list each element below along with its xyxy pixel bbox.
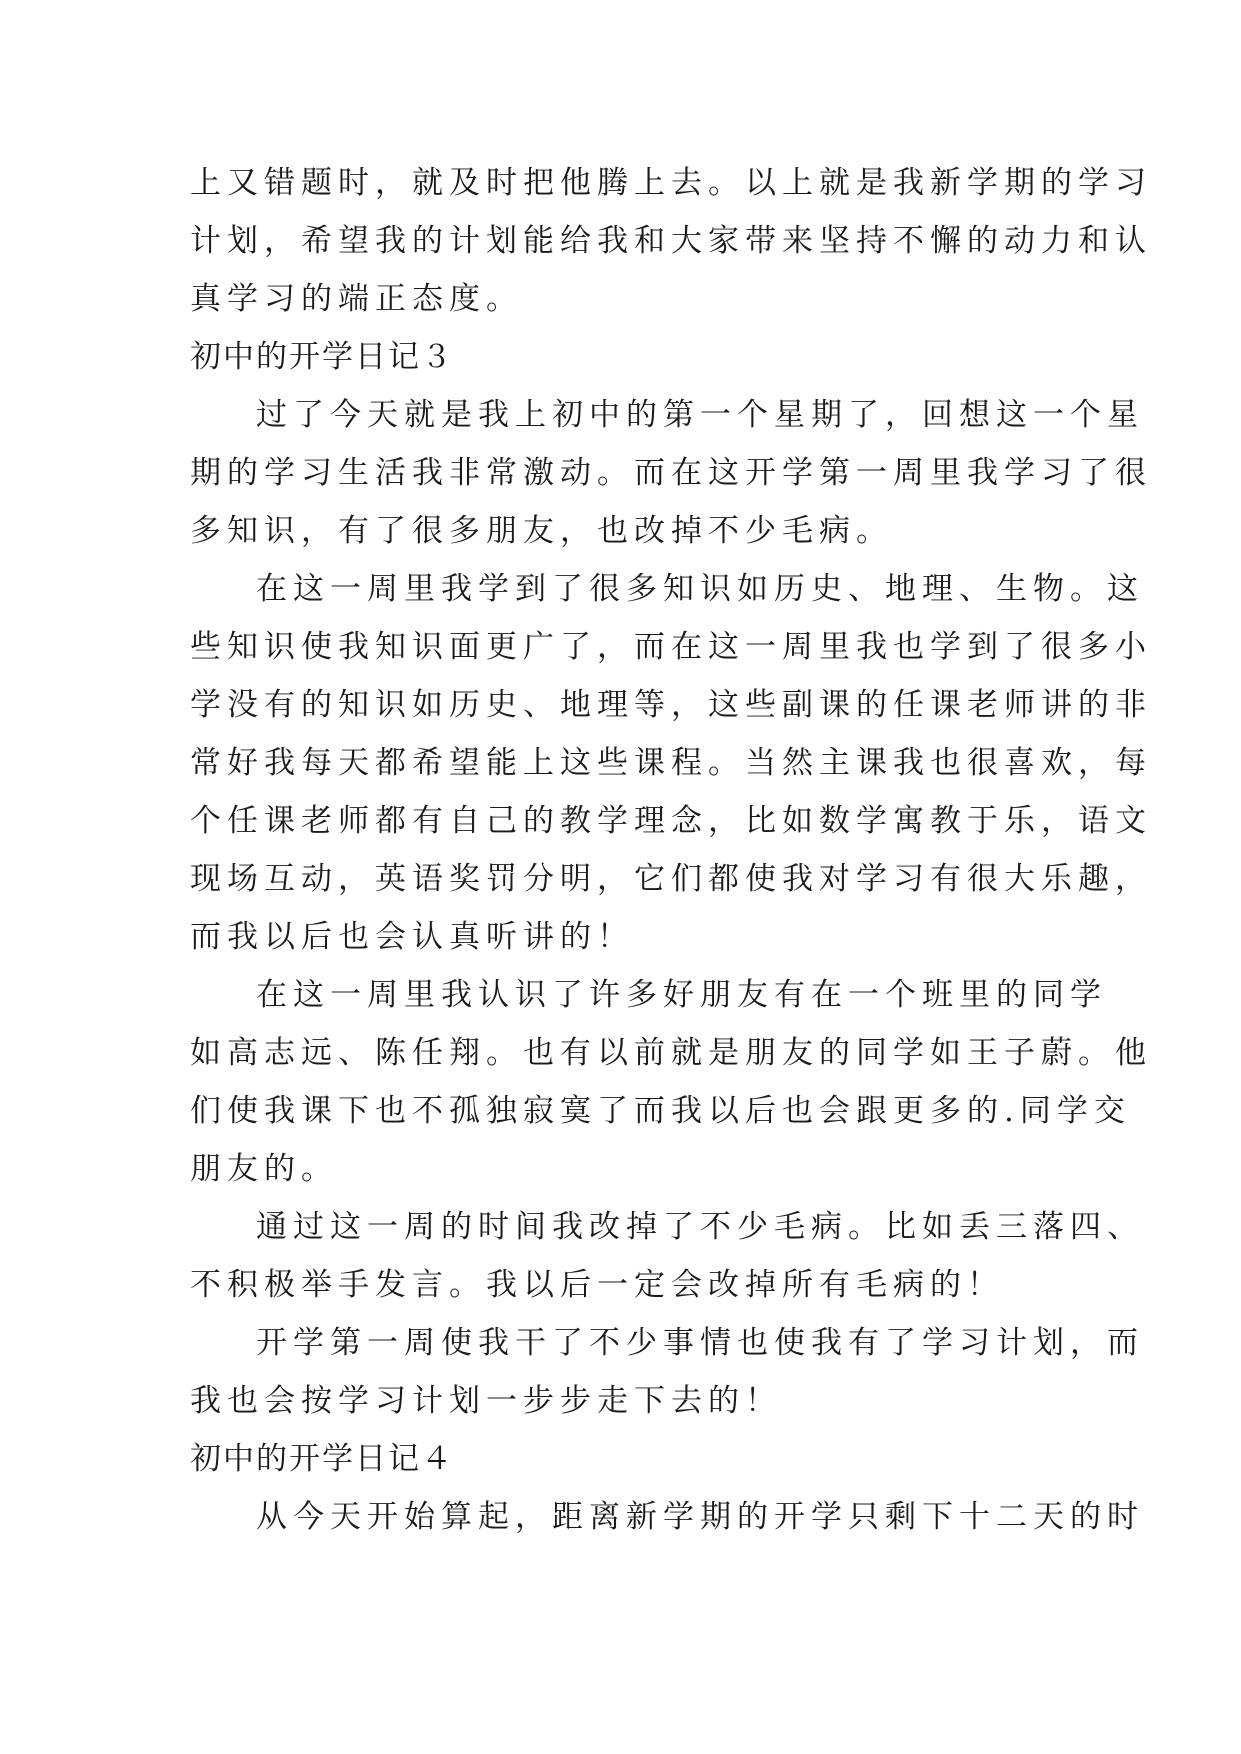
text-line: 常好我每天都希望能上这些课程。当然主课我也很喜欢，每 [190,745,1152,781]
text-line: 计划，希望我的计划能给我和大家带来坚持不懈的动力和认 [190,223,1152,259]
document-body [190,154,1152,1546]
text-line: 上又错题时，就及时把他腾上去。以上就是我新学期的学习 [190,165,1152,201]
paragraph-first-line: 在这一周里我认识了许多好朋友有在一个班里的同学 [256,977,1107,1013]
paragraph-first-line: 过了今天就是我上初中的第一个星期了，回想这一个星 [256,397,1144,433]
text-line: 些知识使我知识面更广了，而在这一周里我也学到了很多小 [190,629,1152,665]
section-heading-diary-4: 初中的开学日记４ [190,1441,454,1477]
text-line: 学没有的知识如历史、地理等，这些副课的任课老师讲的非 [190,687,1152,723]
text-line: 我也会按学习计划一步步走下去的！ [190,1383,782,1419]
text-line: 真学习的端正态度。 [190,281,523,317]
text-line: 现场互动，英语奖罚分明，它们都使我对学习有很大乐趣， [190,861,1152,897]
text-line: 不积极举手发言。我以后一定会改掉所有毛病的！ [190,1267,1004,1303]
text-line: 们使我课下也不孤独寂寞了而我以后也会跟更多的.同学交 [190,1093,1131,1129]
paragraph-first-line: 在这一周里我学到了很多知识如历史、地理、生物。这 [256,571,1144,607]
text-line: 朋友的。 [190,1151,338,1187]
section-heading-diary-3: 初中的开学日记３ [190,339,454,375]
paragraph-first-line: 通过这一周的时间我改掉了不少毛病。比如丢三落四、 [256,1209,1144,1245]
text-line: 多知识，有了很多朋友，也改掉不少毛病。 [190,513,893,549]
text-line: 个任课老师都有自己的教学理念，比如数学寓教于乐，语文 [190,803,1152,839]
paragraph-first-line: 开学第一周使我干了不少事情也使我有了学习计划，而 [256,1325,1144,1361]
text-line: 而我以后也会认真听讲的！ [190,919,634,955]
text-line: 期的学习生活我非常激动。而在这开学第一周里我学习了很 [190,455,1152,491]
text-line: 如高志远、陈任翔。也有以前就是朋友的同学如王子蔚。他 [190,1035,1152,1071]
paragraph-first-line: 从今天开始算起，距离新学期的开学只剩下十二天的时 [256,1499,1144,1535]
